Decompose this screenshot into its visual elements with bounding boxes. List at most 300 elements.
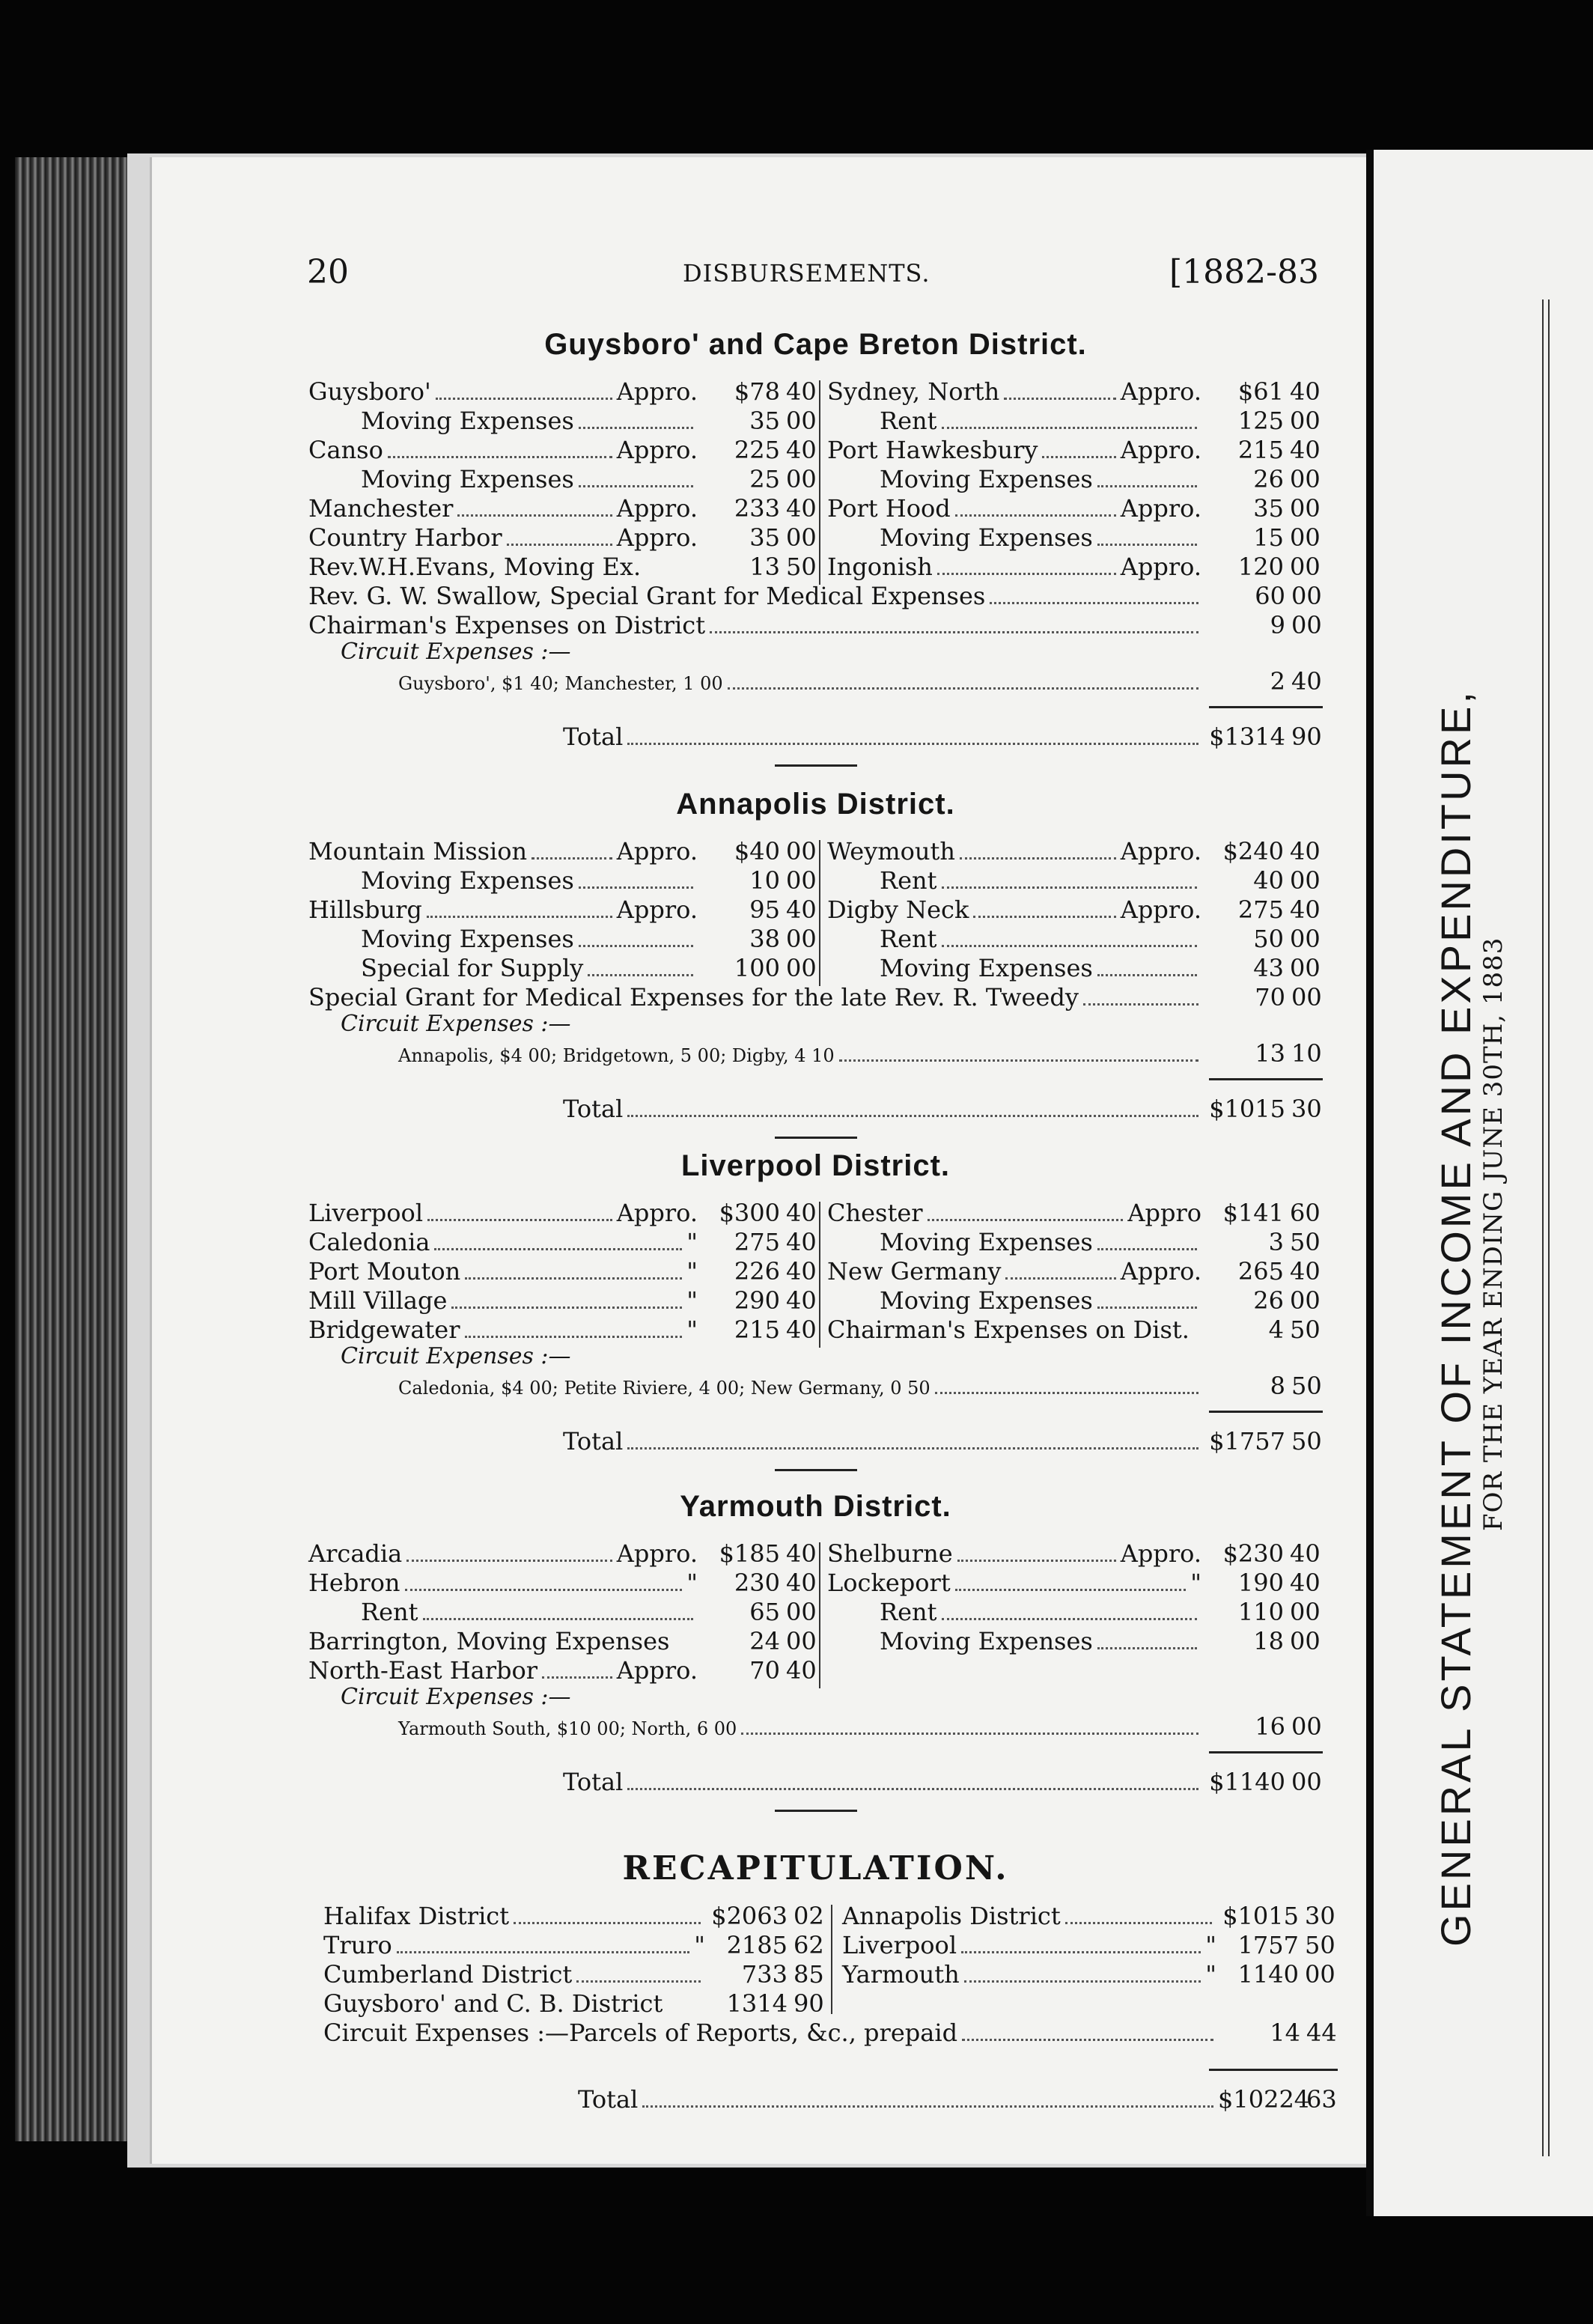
recap-right-entry: [842, 1902, 1336, 1930]
entry-type: Appro.: [616, 436, 698, 464]
amount-dollars: $230: [1222, 1539, 1284, 1568]
leader-dots: [627, 1447, 1198, 1450]
section-separator: [775, 1469, 857, 1471]
amount-dollars: 26: [1253, 1286, 1284, 1315]
right-entry: [827, 407, 1321, 435]
leader-dots: [542, 1676, 612, 1679]
entry-label: Liverpool: [308, 1199, 424, 1227]
leader-dots: [960, 857, 1116, 860]
amount-cents: 40: [1290, 436, 1321, 464]
amount-dollars: 18: [1253, 1627, 1284, 1655]
entry-label: Port Hawkesbury: [827, 436, 1038, 464]
entry-label: Bridgewater: [308, 1315, 460, 1344]
leader-dots: [955, 514, 1116, 517]
entry-label: Chester: [827, 1199, 923, 1227]
amount-dollars: 100: [734, 954, 780, 982]
amount-cents: 00: [1290, 523, 1321, 552]
leader-dots: [961, 1951, 1201, 1953]
leader-dots: [935, 1392, 1198, 1394]
leader-dots: [465, 1277, 682, 1280]
leader-dots: [962, 2039, 1213, 2041]
entry-label: North-East Harbor: [308, 1656, 538, 1685]
amount-cents: 60: [1290, 1199, 1321, 1227]
spine-title: GENERAL STATEMENT OF INCOME AND EXPENDITURE,: [1432, 689, 1479, 1947]
entry-label: Port Hood: [827, 494, 951, 523]
entry-type: Appro.: [1120, 1539, 1201, 1568]
right-entry: [827, 523, 1321, 552]
amount-dollars: 215: [734, 1315, 780, 1344]
entry-label: Moving Expenses: [880, 1627, 1093, 1655]
left-entry: [308, 1598, 817, 1626]
district-heading: Annapolis District.: [676, 788, 955, 821]
amount-cents: 50: [1290, 1228, 1321, 1256]
amount-cents: 00: [786, 837, 817, 866]
column-divider: [819, 1542, 820, 1688]
entry-label: Moving Expenses: [361, 925, 574, 953]
entry-label: Yarmouth: [842, 1960, 960, 1989]
amount-cents: 00: [1291, 582, 1322, 610]
circuit-entry: [398, 1712, 1323, 1741]
amount-dollars: 13: [749, 553, 780, 581]
recap-left-entry: [323, 1902, 825, 1930]
amount-dollars: $78: [734, 377, 780, 406]
amount-cents: 40: [786, 436, 817, 464]
amount-dollars: 26: [1253, 465, 1284, 493]
leader-dots: [436, 398, 612, 400]
entry-label: Total: [578, 2085, 639, 2114]
circuit-label: Circuit Expenses :—: [341, 639, 571, 665]
amount-cents: 40: [1290, 1539, 1321, 1568]
right-entry: [827, 436, 1321, 464]
leader-dots: [1097, 544, 1197, 546]
leader-dots: [928, 1219, 1124, 1221]
entry-label: Sydney, North: [827, 377, 1000, 406]
entry-label: Digby Neck: [827, 895, 969, 924]
leader-dots: [531, 857, 612, 860]
amount-dollars: 226: [734, 1257, 780, 1286]
total-entry: [563, 1095, 1323, 1123]
entry-type: Appro.: [1120, 494, 1201, 523]
amount-dollars: $1015: [1222, 1902, 1299, 1930]
amount-dollars: $1015: [1209, 1095, 1285, 1123]
full-entry: [308, 582, 1323, 610]
left-entry: [308, 407, 817, 435]
left-entry: [308, 553, 817, 581]
amount-dollars: 233: [734, 494, 780, 523]
amount-cents: 85: [794, 1960, 824, 1989]
leader-dots: [627, 1115, 1198, 1117]
entry-type: ": [694, 1931, 705, 1959]
amount-dollars: 110: [1237, 1598, 1284, 1626]
entry-type: Appro.: [616, 1539, 698, 1568]
amount-cents: 40: [786, 1569, 817, 1597]
sum-rule: [1209, 1078, 1323, 1080]
amount-dollars: 70: [1255, 983, 1285, 1012]
entry-type: Appro.: [616, 837, 698, 866]
leader-dots: [507, 544, 612, 546]
right-entry: [827, 1539, 1321, 1568]
amount-cents: 44: [1306, 2019, 1337, 2047]
entry-label: Special for Supply: [361, 954, 584, 982]
entry-label: Moving Expenses: [361, 465, 574, 493]
recap-left-entry: [323, 1931, 825, 1959]
right-entry: [827, 1598, 1321, 1626]
right-entry: [827, 1228, 1321, 1256]
amount-cents: 10: [1291, 1039, 1322, 1068]
amount-cents: 40: [1291, 667, 1322, 696]
right-entry: [827, 925, 1321, 953]
amount-dollars: 275: [1237, 895, 1284, 924]
right-entry: [827, 866, 1321, 895]
amount-dollars: 275: [734, 1228, 780, 1256]
leader-dots: [627, 743, 1198, 745]
entry-type: ": [1205, 1931, 1216, 1959]
leader-dots: [942, 427, 1198, 429]
left-entry: [308, 494, 817, 523]
entry-label: Annapolis District: [842, 1902, 1061, 1930]
right-entry: [827, 837, 1321, 866]
entry-type: Appro.: [616, 1199, 698, 1227]
amount-dollars: $40: [734, 837, 780, 866]
amount-cents: 90: [1291, 723, 1322, 751]
leader-dots: [397, 1951, 689, 1953]
amount-dollars: 13: [1255, 1039, 1285, 1068]
entry-label: Total: [563, 1095, 624, 1123]
district-heading: Guysboro' and Cape Breton District.: [544, 328, 1087, 361]
leader-dots: [579, 485, 693, 487]
entry-type: Appro.: [616, 1656, 698, 1685]
leader-dots: [1097, 974, 1197, 976]
entry-label: Rent: [880, 407, 937, 435]
circuit-label: Circuit Expenses :—: [341, 1011, 571, 1037]
left-entry: [308, 436, 817, 464]
amount-dollars: 225: [734, 436, 780, 464]
amount-dollars: $1757: [1209, 1427, 1285, 1455]
amount-cents: 62: [794, 1931, 824, 1959]
left-entry: [308, 866, 817, 895]
leader-dots: [1005, 1277, 1115, 1280]
entry-label: Special Grant for Medical Expenses for the late Rev. R. Tweedy: [308, 983, 1079, 1012]
recap-left-entry: [323, 1989, 825, 2018]
right-entry: [827, 1199, 1321, 1227]
district-heading: Liverpool District.: [680, 1149, 951, 1182]
amount-cents: 02: [794, 1902, 824, 1930]
amount-dollars: $300: [719, 1199, 780, 1227]
leader-dots: [406, 1560, 612, 1562]
amount-cents: 63: [1306, 2085, 1337, 2114]
left-entry: [308, 1569, 817, 1597]
entry-label: Canso: [308, 436, 383, 464]
leader-dots: [942, 886, 1198, 889]
entry-label: Cumberland District: [323, 1960, 573, 1989]
entry-label: Guysboro', $1 40; Manchester, 1 00: [398, 673, 723, 694]
entry-type: ": [1190, 1569, 1201, 1597]
total-entry: [563, 1768, 1323, 1796]
entry-label: Truro: [323, 1931, 392, 1959]
entry-type: ": [686, 1569, 698, 1597]
amount-cents: 00: [1290, 954, 1321, 982]
amount-cents: 00: [1290, 1286, 1321, 1315]
entry-label: Hebron: [308, 1569, 400, 1597]
amount-cents: 00: [786, 407, 817, 435]
book-edge: [15, 157, 127, 2141]
leader-dots: [964, 1980, 1201, 1983]
leader-dots: [957, 1560, 1116, 1562]
entry-type: ": [686, 1257, 698, 1286]
amount-dollars: $61: [1237, 377, 1284, 406]
amount-dollars: 10: [749, 866, 780, 895]
left-entry: [308, 954, 817, 982]
entry-label: Chairman's Expenses on District: [308, 611, 706, 639]
amount-cents: 00: [786, 866, 817, 895]
leader-dots: [579, 945, 693, 947]
leader-dots: [457, 514, 612, 517]
sum-rule: [1209, 1751, 1323, 1753]
amount-cents: 40: [786, 1199, 817, 1227]
leader-dots: [627, 1788, 1198, 1790]
left-entry: [308, 1199, 817, 1227]
leader-dots: [839, 1059, 1198, 1062]
leader-dots: [990, 602, 1198, 604]
amount-dollars: $1140: [1209, 1768, 1285, 1796]
entry-label: Moving Expenses: [880, 1228, 1093, 1256]
entry-label: Arcadia: [308, 1539, 403, 1568]
entry-label: Barrington, Moving Expenses: [308, 1627, 670, 1655]
amount-cents: 40: [786, 1228, 817, 1256]
leader-dots: [728, 687, 1198, 690]
entry-type: Appro.: [1120, 553, 1201, 581]
amount-cents: 40: [1290, 1257, 1321, 1286]
leader-dots: [576, 1980, 701, 1983]
entry-type: ": [1205, 1960, 1216, 1989]
left-entry: [308, 1656, 817, 1685]
entry-type: Appro.: [616, 523, 698, 552]
leader-dots: [942, 945, 1198, 947]
amount-cents: 00: [786, 954, 817, 982]
amount-dollars: 40: [1253, 866, 1284, 895]
entry-label: Manchester: [308, 494, 454, 523]
left-entry: [308, 523, 817, 552]
entry-label: Yarmouth South, $10 00; North, 6 00: [398, 1718, 737, 1739]
facing-rule: [1542, 299, 1544, 2156]
amount-dollars: $2063: [711, 1902, 788, 1930]
leader-dots: [1065, 1922, 1212, 1924]
entry-label: Annapolis, $4 00; Bridgetown, 5 00; Digby, 4 10: [398, 1045, 835, 1066]
amount-cents: 00: [786, 465, 817, 493]
amount-cents: 00: [1290, 1598, 1321, 1626]
amount-cents: 00: [786, 523, 817, 552]
entry-label: Guysboro': [308, 377, 431, 406]
amount-dollars: 190: [1237, 1569, 1284, 1597]
leader-dots: [465, 1336, 683, 1338]
amount-dollars: 70: [749, 1656, 780, 1685]
entry-label: Country Harbor: [308, 523, 502, 552]
entry-label: Ingonish: [827, 553, 933, 581]
amount-dollars: 16: [1255, 1712, 1285, 1741]
entry-type: Appro.: [616, 895, 698, 924]
entry-type: Appro.: [1120, 895, 1201, 924]
leader-dots: [423, 1618, 694, 1620]
amount-dollars: 4: [1268, 1315, 1284, 1344]
section-separator: [775, 1810, 857, 1812]
amount-dollars: 1314: [726, 1989, 788, 2018]
circuit-entry: [398, 1372, 1323, 1400]
amount-cents: 40: [786, 1539, 817, 1568]
total-entry: [563, 723, 1323, 751]
amount-dollars: 125: [1237, 407, 1284, 435]
left-entry: [308, 895, 817, 924]
left-entry: [308, 837, 817, 866]
sum-rule: [1209, 1411, 1323, 1413]
recap-full-entry: [323, 2019, 1338, 2047]
entry-type: Appro.: [616, 377, 698, 406]
entry-type: Appro.: [1120, 377, 1201, 406]
amount-dollars: $1314: [1209, 723, 1285, 751]
amount-cents: 30: [1291, 1095, 1322, 1123]
left-entry: [308, 1286, 817, 1315]
circuit-label: Circuit Expenses :—: [341, 1684, 571, 1710]
entry-label: Rev.W.H.Evans, Moving Ex.: [308, 553, 642, 581]
amount-cents: 50: [1291, 1427, 1322, 1455]
leader-dots: [642, 2105, 1213, 2108]
section-separator: [775, 1137, 857, 1139]
entry-label: Total: [563, 1768, 624, 1796]
leader-dots: [942, 1618, 1198, 1620]
amount-cents: 00: [1290, 553, 1321, 581]
amount-dollars: 38: [749, 925, 780, 953]
entry-label: New Germany: [827, 1257, 1002, 1286]
entry-label: Caledonia, $4 00; Petite Riviere, 4 00; New Germany, 0 50: [398, 1378, 930, 1399]
entry-type: ": [686, 1286, 698, 1315]
leader-dots: [1097, 1307, 1197, 1309]
full-entry: [308, 611, 1323, 639]
amount-cents: 00: [1291, 1712, 1322, 1741]
amount-dollars: 25: [749, 465, 780, 493]
right-entry: [827, 954, 1321, 982]
sum-rule: [1209, 706, 1323, 708]
amount-dollars: 14: [1270, 2019, 1300, 2047]
entry-label: Mill Village: [308, 1286, 448, 1315]
entry-type: Appro.: [616, 494, 698, 523]
recap-right-entry: [842, 1931, 1336, 1959]
amount-dollars: 8: [1270, 1372, 1285, 1400]
leader-dots: [514, 1922, 701, 1924]
leader-dots: [427, 916, 612, 918]
entry-label: Moving Expenses: [361, 866, 574, 895]
entry-label: Rev. G. W. Swallow, Special Grant for Medical Expenses: [308, 582, 986, 610]
amount-dollars: 1757: [1237, 1931, 1299, 1959]
amount-cents: 50: [786, 553, 817, 581]
entry-label: Halifax District: [323, 1902, 510, 1930]
amount-cents: 00: [1290, 465, 1321, 493]
left-entry: [308, 1228, 817, 1256]
leader-dots: [1042, 456, 1115, 458]
amount-cents: 40: [1290, 1569, 1321, 1597]
right-entry: [827, 494, 1321, 523]
amount-cents: 00: [1291, 611, 1322, 639]
amount-dollars: 35: [749, 407, 780, 435]
entry-label: Liverpool: [842, 1931, 957, 1959]
entry-label: Moving Expenses: [361, 407, 574, 435]
entry-label: Total: [563, 1427, 624, 1455]
amount-dollars: 230: [734, 1569, 780, 1597]
amount-cents: 90: [794, 1989, 824, 2018]
amount-dollars: 290: [734, 1286, 780, 1315]
recap-heading: RECAPITULATION.: [622, 1849, 1009, 1888]
left-entry: [308, 1257, 817, 1286]
recap-total-entry: [578, 2085, 1338, 2114]
right-entry: [827, 1257, 1321, 1286]
entry-label: Rent: [880, 866, 937, 895]
amount-dollars: 15: [1253, 523, 1284, 552]
amount-cents: 00: [786, 1598, 817, 1626]
entry-label: Guysboro' and C. B. District: [323, 1989, 663, 2018]
left-entry: [308, 925, 817, 953]
recap-right-entry: [842, 1960, 1336, 1989]
entry-type: Appro: [1127, 1199, 1201, 1227]
amount-dollars: $10224: [1218, 2085, 1310, 2114]
entry-type: Appro.: [1120, 436, 1201, 464]
amount-cents: 00: [786, 925, 817, 953]
amount-cents: 40: [786, 494, 817, 523]
amount-dollars: 43: [1253, 954, 1284, 982]
leader-dots: [1097, 485, 1197, 487]
entry-label: Mountain Mission: [308, 837, 528, 866]
right-entry: [827, 1627, 1321, 1655]
total-entry: [563, 1427, 1323, 1455]
entry-label: Shelburne: [827, 1539, 953, 1568]
leader-dots: [434, 1248, 682, 1250]
leader-dots: [741, 1733, 1198, 1735]
district-heading: Yarmouth District.: [680, 1490, 951, 1523]
entry-label: Circuit Expenses :—Parcels of Reports, &c., prepaid: [323, 2019, 958, 2047]
right-entry: [827, 377, 1321, 406]
entry-label: Lockeport: [827, 1569, 951, 1597]
amount-cents: 40: [786, 895, 817, 924]
leader-dots: [973, 916, 1115, 918]
amount-dollars: 1140: [1237, 1960, 1299, 1989]
entry-type: ": [686, 1228, 698, 1256]
right-entry: [827, 1315, 1321, 1344]
amount-dollars: 65: [749, 1598, 780, 1626]
section-separator: [775, 764, 857, 767]
entry-label: Weymouth: [827, 837, 955, 866]
column-divider: [819, 1202, 820, 1348]
entry-label: Moving Expenses: [880, 954, 1093, 982]
amount-dollars: 3: [1268, 1228, 1284, 1256]
amount-dollars: $240: [1222, 837, 1284, 866]
entry-label: Rent: [880, 1598, 937, 1626]
facing-rule: [1548, 299, 1550, 2156]
leader-dots: [388, 456, 612, 458]
amount-dollars: 95: [749, 895, 780, 924]
amount-cents: 00: [1305, 1960, 1335, 1989]
right-entry: [827, 465, 1321, 493]
right-entry: [827, 553, 1321, 581]
amount-cents: 50: [1291, 1372, 1322, 1400]
left-entry: [308, 465, 817, 493]
left-entry: [308, 377, 817, 406]
entry-label: Rent: [880, 925, 937, 953]
right-entry: [827, 895, 1321, 924]
circuit-entry: [398, 667, 1323, 696]
page-title: DISBURSEMENTS.: [683, 259, 930, 288]
right-entry: [827, 1569, 1321, 1597]
amount-cents: 50: [1305, 1931, 1335, 1959]
amount-dollars: 60: [1255, 582, 1285, 610]
amount-dollars: 733: [741, 1960, 788, 1989]
amount-cents: 50: [1290, 1315, 1321, 1344]
